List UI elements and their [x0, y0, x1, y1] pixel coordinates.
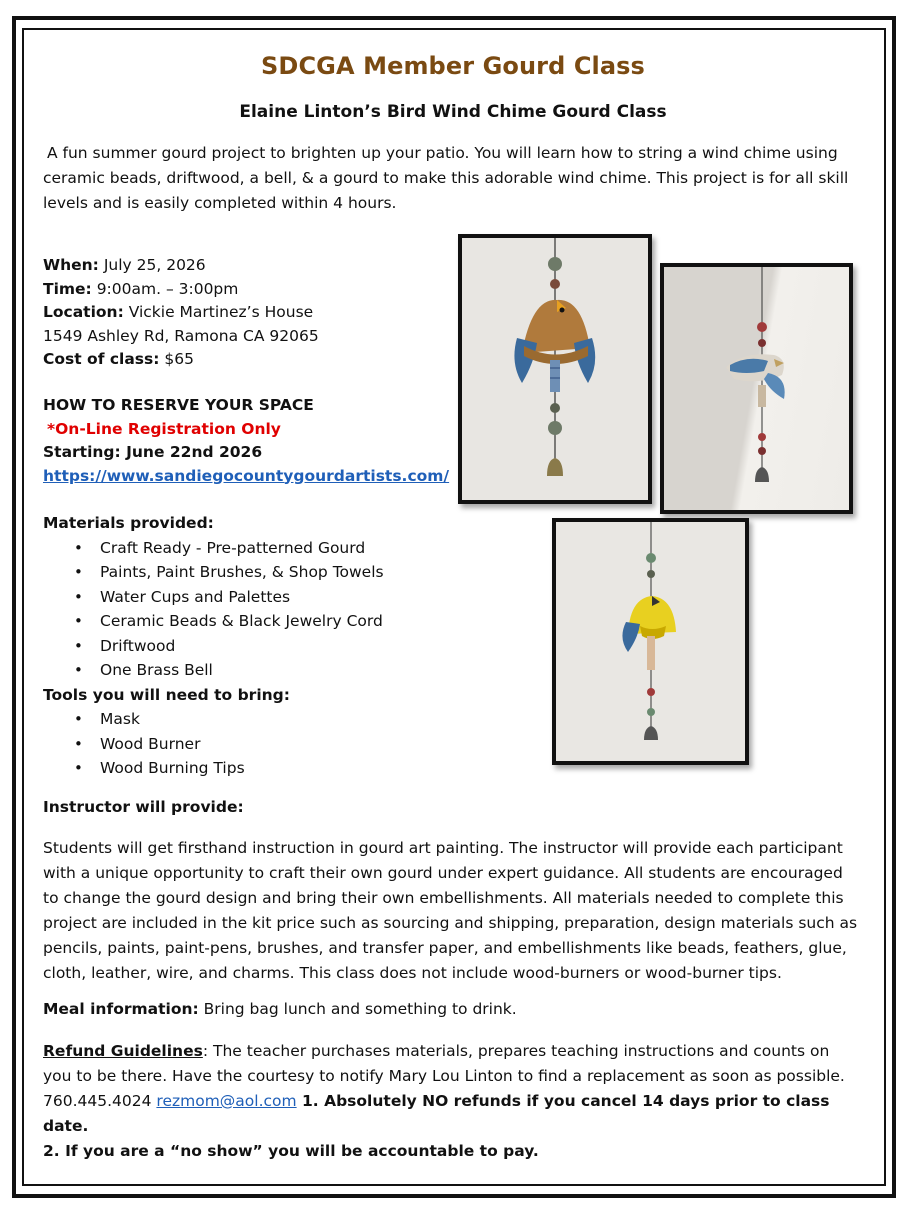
refund-label: Refund Guidelines	[43, 1042, 203, 1060]
reserve-section	[43, 394, 463, 488]
cost-value: $65	[164, 350, 194, 368]
page-subtitle: Elaine Linton’s Bird Wind Chime Gourd Class	[239, 102, 667, 122]
reserve-heading: HOW TO RESERVE YOUR SPACE	[43, 396, 314, 414]
email-link[interactable]: rezmom@aol.com	[156, 1092, 297, 1110]
list-item: • Mask	[43, 707, 523, 732]
photo-yellow-bird-chime	[552, 518, 749, 765]
address-line: 1549 Ashley Rd, Ramona CA 92065	[43, 326, 319, 345]
list-item: • Craft Ready - Pre-patterned Gourd	[43, 536, 523, 561]
when-value: July 25, 2026	[103, 256, 206, 274]
materials-section	[43, 511, 523, 781]
time-label: Time:	[43, 279, 92, 298]
yellow-bird-chime-image	[556, 522, 745, 761]
list-item: • Driftwood	[43, 634, 523, 659]
when-label: When:	[43, 256, 99, 274]
refund-rule-2: 2. If you are a “no show” you will be accountable to pay.	[43, 1142, 539, 1160]
list-item: • Paints, Paint Brushes, & Shop Towels	[43, 560, 523, 585]
instructor-heading: Instructor will provide:	[43, 798, 244, 816]
materials-list	[43, 536, 523, 683]
when-line	[43, 254, 463, 278]
refund-section	[43, 1039, 861, 1164]
meal-label: Meal information:	[43, 1000, 199, 1018]
refund-text: : The teacher purchases materials, prepares teaching instructions and counts on you to be there. Have the courtesy to notify Mary Lou Linton to find a replacement as soon as possible. 760.445.4024	[43, 1042, 845, 1110]
photo-brown-bird-chime	[458, 234, 652, 504]
brown-bird-chime-image	[462, 238, 648, 500]
location-label: Location:	[43, 303, 124, 321]
list-item: • Wood Burning Tips	[43, 756, 523, 781]
tools-list	[43, 707, 523, 781]
location-line	[43, 301, 463, 325]
photo-blue-bird-chime	[660, 263, 853, 514]
cost-line	[43, 348, 463, 372]
registration-link[interactable]: https://www.sandiegocountygourdartists.com/	[43, 466, 450, 485]
meal-text: Bring bag lunch and something to drink.	[198, 1000, 517, 1018]
cost-label: Cost of class:	[43, 350, 160, 368]
instructor-paragraph: Students will get firsthand instruction in gourd art painting. The instructor will provide each participant with a unique opportunity to craft their own gourd under expert guidance. All students are encouraged to change the gourd design and bring their own embellishments. All materials needed to complete this project are included in the kit price such as sourcing and shipping, preparation, design materials such as pencils, paints, paint-pens, brushes, and transfer paper, and embellishments like beads, feathers, glue, cloth, leather, wire, and charms. This class does not include wood-burners or wood-burner tips.	[43, 839, 858, 982]
page-title: SDCGA Member Gourd Class	[261, 52, 645, 80]
class-details	[43, 254, 463, 372]
time-value: 9:00am. – 3:00pm	[96, 279, 239, 298]
list-item: • Wood Burner	[43, 732, 523, 757]
list-item: • One Brass Bell	[43, 658, 523, 683]
list-item: • Ceramic Beads & Black Jewelry Cord	[43, 609, 523, 634]
materials-heading: Materials provided:	[43, 514, 214, 532]
time-line	[43, 278, 463, 302]
starting-date: Starting: June 22nd 2026	[43, 443, 263, 461]
intro-paragraph: A fun summer gourd project to brighten up your patio. You will learn how to string a wind chime using ceramic beads, driftwood, a bell, & a gourd to make this adorable wind chime. This project is for all skill levels and is easily completed within 4 hours.	[43, 144, 849, 212]
list-item: • Water Cups and Palettes	[43, 585, 523, 610]
registration-note: *On-Line Registration Only	[47, 419, 281, 438]
meal-info	[43, 1000, 861, 1018]
location-value: Vickie Martinez’s House	[128, 303, 314, 321]
refund-rule-1: 1. Absolutely NO refunds if you cancel 14 days prior to class date.	[43, 1092, 830, 1135]
tools-heading: Tools you will need to bring:	[43, 685, 290, 704]
blue-bird-chime-image	[664, 267, 849, 510]
